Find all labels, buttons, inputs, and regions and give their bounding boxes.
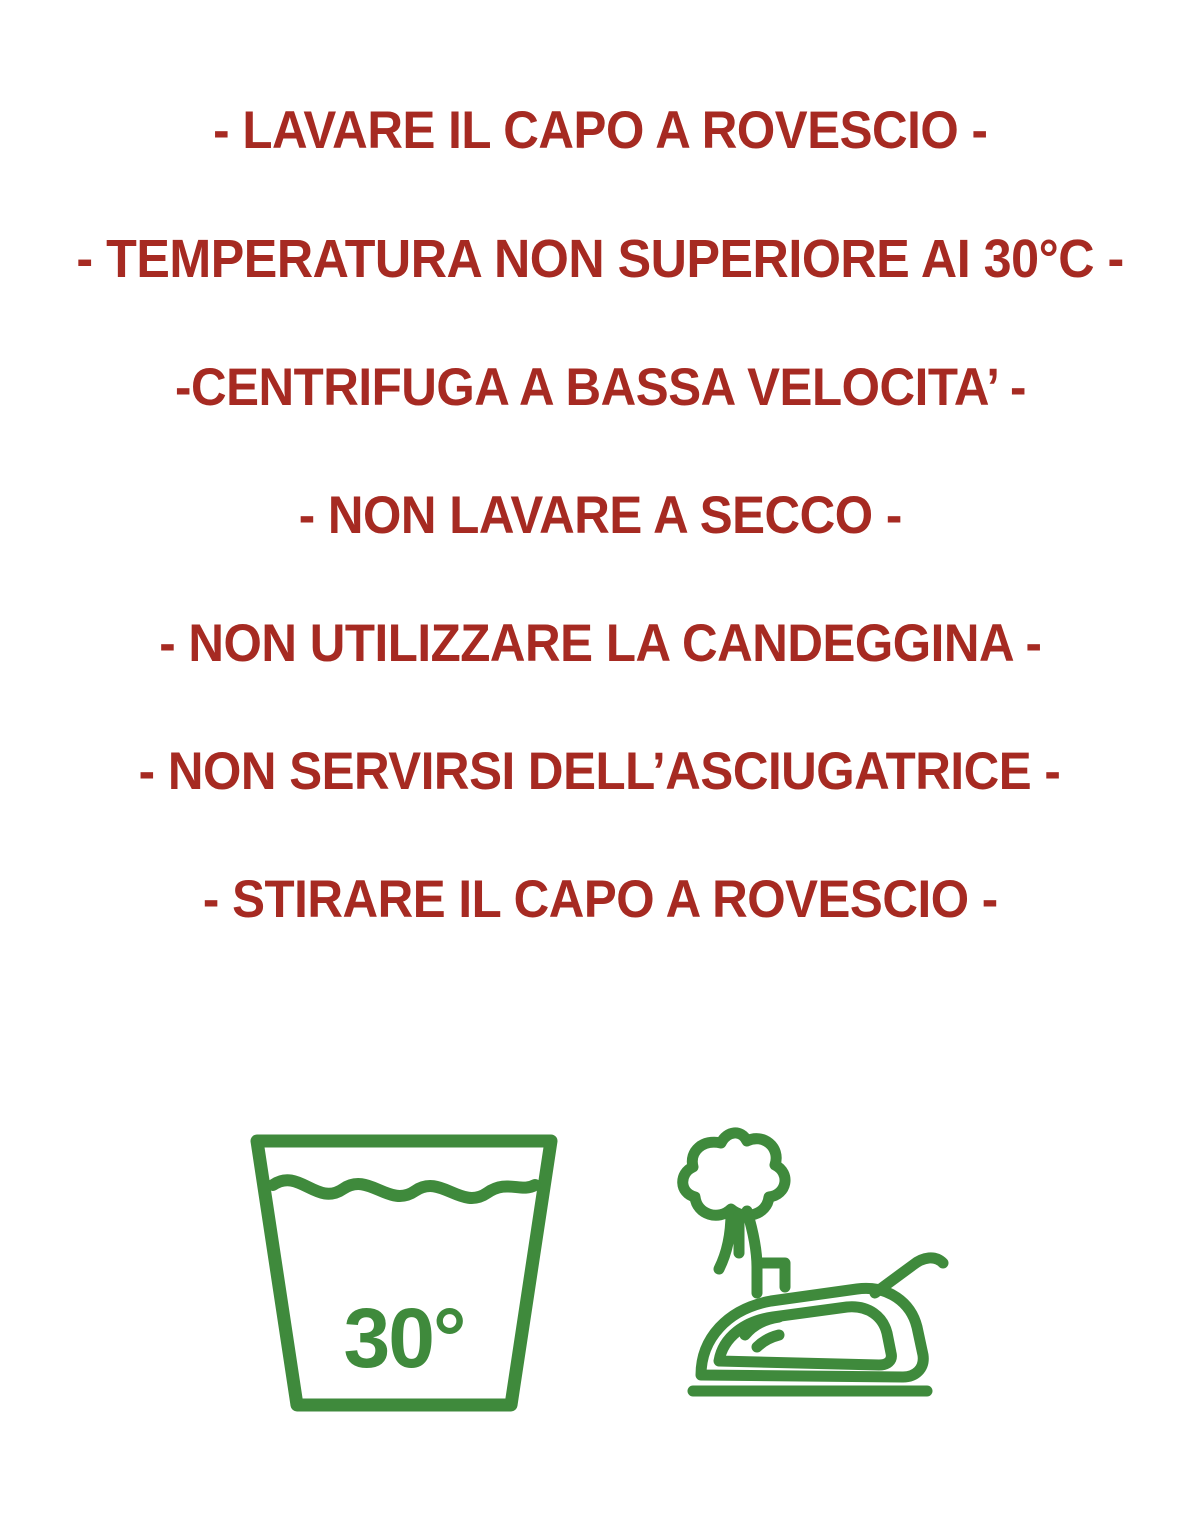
care-instruction-item: -CENTRIFUGA A BASSA VELOCITA’ - [174, 358, 1026, 418]
wash-temperature-label: 30° [343, 1291, 465, 1385]
care-instruction-item: - LAVARE IL CAPO A ROVESCIO - [212, 101, 988, 160]
care-instruction-item: - NON UTILIZZARE LA CANDEGGINA - [158, 614, 1042, 674]
iron-icon [661, 1103, 961, 1423]
care-instruction-item: - NON SERVIRSI DELL’ASCIUGATRICE - [139, 742, 1061, 802]
iron-steam-symbol [661, 1103, 961, 1423]
care-instruction-item: - STIRARE IL CAPO A ROVESCIO - [202, 870, 998, 930]
care-symbols-row [0, 1103, 1200, 1423]
care-instruction-item: - TEMPERATURA NON SUPERIORE AI 30°C - [76, 229, 1124, 290]
care-instruction-item: - NON LAVARE A SECCO - [298, 486, 902, 546]
wash-30-symbol [239, 1123, 569, 1423]
wash-tub-icon [239, 1123, 569, 1423]
